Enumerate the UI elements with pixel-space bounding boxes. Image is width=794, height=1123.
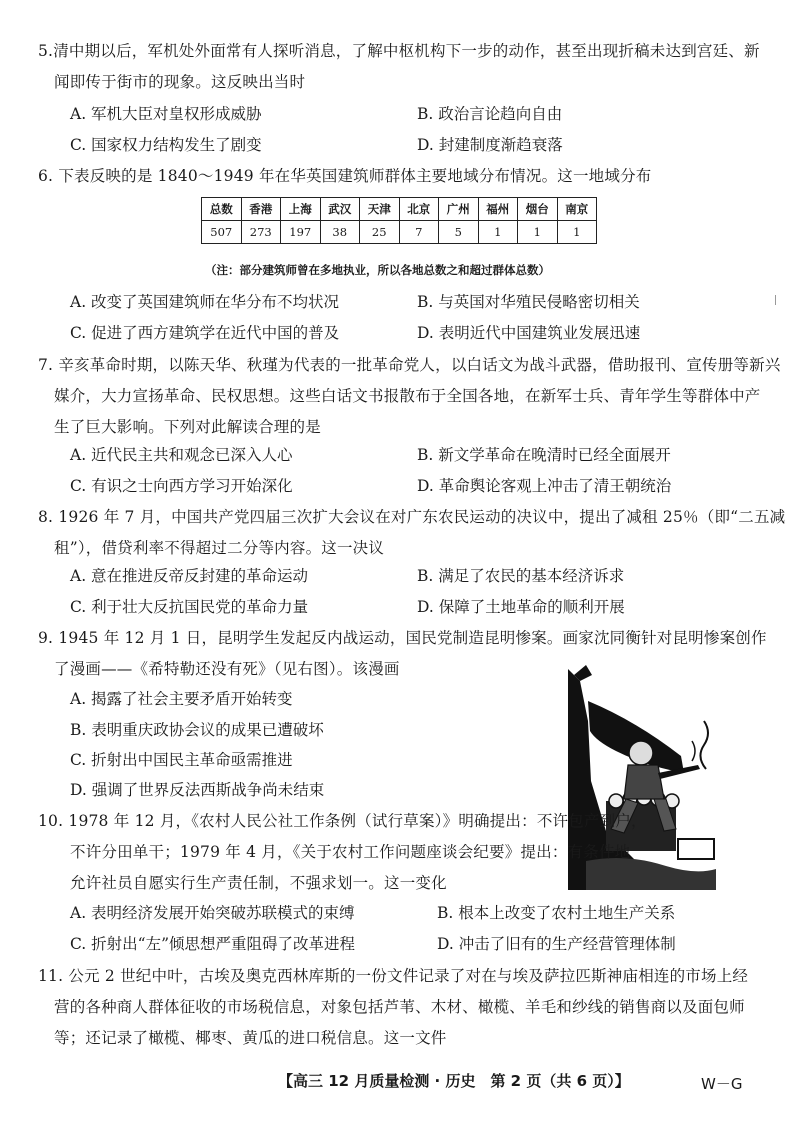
q5-option-d[interactable]: D. 封建制度渐趋衰落 [417,136,563,154]
table-cell: 507 [202,221,242,244]
q7-stem-line2: 媒介，大力宣扬革命、民权思想。这些白话文书报散布于全国各地，在新军士兵、青年学生等群体中产 [54,387,761,405]
q9-option-c[interactable]: C. 折射出中国民主革命亟需推进 [70,751,293,769]
table-header-cell: 总数 [202,198,242,221]
q5-stem-line2: 闻即传于街市的现象。这反映出当时 [54,73,306,91]
table-header-cell: 上海 [281,198,321,221]
table-cell: 25 [360,221,400,244]
q10-stem-line2: 不许分田单干；1979 年 4 月，《关于农村工作问题座谈会纪要》提出：有条件地 [70,843,631,861]
q8-option-c[interactable]: C. 利于壮大反抗国民党的革命力量 [70,598,309,616]
q7-stem-line1: 7. 辛亥革命时期，以陈天华、秋瑾为代表的一批革命党人，以白话文为战斗武器，借助报刊、宣传册等新兴 [38,356,781,374]
table-header-cell: 南京 [557,198,597,221]
table-header-cell: 香港 [241,198,281,221]
q10-option-c[interactable]: C. 折射出“左”倾思想严重阻碍了改革进程 [70,935,356,953]
q5-option-c[interactable]: C. 国家权力结构发生了剧变 [70,136,262,154]
table-cell: 197 [281,221,321,244]
margin-mark [775,295,776,305]
q11-stem-line3: 等；还记录了橄榄、椰枣、黄瓜的进口税信息。这一文件 [54,1029,447,1047]
table-cell: 1 [478,221,518,244]
page-footer: 【高三 12 月质量检测 · 历史 第 2 页（共 6 页）】 [278,1072,630,1090]
table-note: （注：部分建筑师曾在多地执业，所以各地总数之和超过群体总数） [205,263,550,277]
q11-stem-line1: 11. 公元 2 世纪中叶，古埃及奥克西林库斯的一份文件记录了对在与埃及萨拉匹斯神庙相连的市场上经 [38,967,749,985]
q10-stem-line3: 允许社员自愿实行生产责任制，不强求划一。这一变化 [70,874,447,892]
table-header-row [202,198,597,221]
table-cell: 1 [518,221,558,244]
q5-stem-line1: 5.清中期以后，军机处外面常有人探听消息，了解中枢机构下一步的动作，甚至出现折稿未达到宫廷、新 [38,42,760,60]
q5-option-b[interactable]: B. 政治言论趋向自由 [417,105,563,123]
q10-option-b[interactable]: B. 根本上改变了农村土地生产关系 [437,904,676,922]
q9-option-b[interactable]: B. 表明重庆政协会议的成果已遭破坏 [70,721,324,739]
table-cell: 5 [439,221,479,244]
table-header-cell: 北京 [399,198,439,221]
q9-option-d[interactable]: D. 强调了世界反法西斯战争尚未结束 [70,781,325,799]
q10-option-d[interactable]: D. 冲击了旧有的生产经营管理体制 [437,935,676,953]
q10-option-a[interactable]: A. 表明经济发展开始突破苏联模式的束缚 [70,904,355,922]
table-header-cell: 武汉 [320,198,360,221]
q10-stem-line1: 10. 1978 年 12 月，《农村人民公社工作条例（试行草案）》明确提出：不许包产到户， [38,812,647,830]
table-cell: 38 [320,221,360,244]
table-row [202,221,597,244]
q9-option-a[interactable]: A. 揭露了社会主要矛盾开始转变 [70,690,293,708]
q7-stem-line3: 生了巨大影响。下列对此解读合理的是 [54,418,321,436]
table-cell: 1 [557,221,597,244]
q6-option-a[interactable]: A. 改变了英国建筑师在华分布不均状况 [70,293,340,311]
q7-option-d[interactable]: D. 革命舆论客观上冲击了清王朝统治 [417,477,672,495]
q11-stem-line2: 营的各种商人群体征收的市场税信息，对象包括芦苇、木材、橄榄、羊毛和纱线的销售商以及面包师 [54,998,745,1016]
q6-option-b[interactable]: B. 与英国对华殖民侵略密切相关 [417,293,640,311]
q8-stem-line1: 8. 1926 年 7 月，中国共产党四届三次扩大会议在对广东农民运动的决议中，提出了减租 25％（即“二五减 [38,508,786,526]
q6-option-c[interactable]: C. 促进了西方建筑学在近代中国的普及 [70,324,340,342]
q8-stem-line2: 租”），借贷利率不得超过二分等内容。这一决议 [54,539,385,557]
q5-option-a[interactable]: A. 军机大臣对皇权形成威胁 [70,105,262,123]
table-cell: 7 [399,221,439,244]
table-header-cell: 福州 [478,198,518,221]
q9-stem-line1: 9. 1945 年 12 月 1 日，昆明学生发起反内战运动，国民党制造昆明惨案。画家沈同衡针对昆明惨案创作 [38,629,767,647]
q7-option-c[interactable]: C. 有识之士向西方学习开始深化 [70,477,293,495]
architect-distribution-table [201,197,597,244]
q6-option-d[interactable]: D. 表明近代中国建筑业发展迅速 [417,324,641,342]
q9-stem-line2: 了漫画——《希特勒还没有死》（见右图）。该漫画 [54,660,400,678]
table-header-cell: 天津 [360,198,400,221]
q7-option-a[interactable]: A. 近代民主共和观念已深入人心 [70,446,293,464]
q7-option-b[interactable]: B. 新文学革命在晚清时已经全面展开 [417,446,671,464]
q8-option-a[interactable]: A. 意在推进反帝反封建的革命运动 [70,567,309,585]
q8-option-d[interactable]: D. 保障了土地革命的顺利开展 [417,598,625,616]
q6-stem: 6. 下表反映的是 1840～1949 年在华英国建筑师群体主要地域分布情况。这一地域分布 [38,167,652,185]
q8-option-b[interactable]: B. 满足了农民的基本经济诉求 [417,567,625,585]
table-cell: 273 [241,221,281,244]
paper-code: W－G [701,1075,743,1093]
table-header-cell: 广州 [439,198,479,221]
table-header-cell: 烟台 [518,198,558,221]
